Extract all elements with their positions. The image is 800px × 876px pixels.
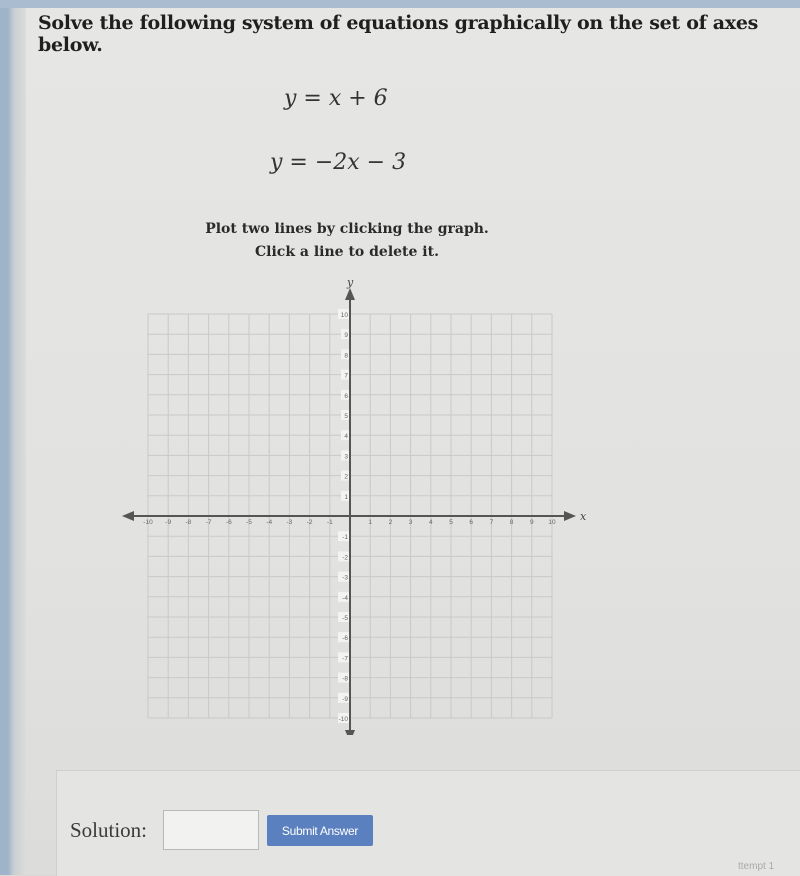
x-tick-label: -7 [205, 519, 212, 526]
y-tick-label: 4 [344, 433, 348, 441]
y-tick-label: -8 [342, 675, 348, 683]
solution-label: Solution: [70, 818, 148, 842]
y-tick-label: 2 [344, 473, 348, 481]
x-tick-label: -6 [225, 519, 232, 526]
y-tick-label: -9 [342, 695, 348, 703]
x-tick-label: 1 [368, 519, 373, 526]
x-tick-label: -4 [266, 519, 273, 526]
x-tick-label: -9 [165, 519, 172, 526]
x-tick-label: 4 [428, 519, 433, 526]
y-tick-label: 7 [344, 372, 348, 380]
y-tick-label: 3 [344, 453, 348, 461]
x-tick-label: -10 [143, 519, 153, 526]
x-tick-label: -8 [185, 519, 192, 526]
x-tick-label: 6 [469, 519, 474, 526]
y-axis-label: y [347, 276, 354, 289]
x-tick-label: -1 [326, 519, 333, 526]
y-tick-label: -10 [338, 716, 348, 723]
x-tick-label: 2 [388, 519, 393, 526]
x-tick-label: 7 [489, 519, 494, 526]
y-tick-label: -4 [342, 594, 348, 602]
solution-input[interactable] [163, 810, 259, 850]
window-top-edge [0, 0, 800, 8]
x-axis-arrow-right-icon [564, 511, 576, 521]
equation-2: y = −2x − 3 [270, 150, 407, 175]
graph-instruction-plot: Plot two lines by clicking the graph. [205, 221, 489, 237]
submit-answer-button[interactable]: Submit Answer [267, 815, 373, 846]
x-tick-label: 8 [509, 519, 514, 526]
y-tick-label: 9 [344, 332, 348, 340]
attempt-counter: ttempt 1 [738, 861, 775, 872]
y-tick-label: 10 [340, 312, 348, 319]
y-tick-label: -1 [342, 534, 348, 542]
x-tick-label: 3 [408, 519, 413, 526]
x-tick-label: -2 [306, 519, 313, 526]
y-tick-label: 6 [344, 392, 348, 400]
x-tick-label: 5 [449, 519, 453, 526]
y-tick-label: 5 [344, 413, 348, 420]
x-axis-arrow-left-icon [122, 511, 134, 521]
y-tick-label: -2 [342, 554, 348, 562]
y-tick-label: -6 [342, 635, 348, 643]
x-tick-label: 9 [529, 519, 534, 526]
graph-instruction-delete: Click a line to delete it. [255, 244, 439, 260]
x-tick-label: -3 [286, 519, 293, 526]
y-tick-label: 8 [344, 352, 348, 360]
x-tick-label: 10 [548, 519, 556, 526]
y-tick-label: -5 [342, 615, 348, 622]
question-prompt: Solve the following system of equations graphically on the set of axes below. [38, 12, 759, 56]
y-tick-label: -3 [342, 574, 348, 582]
y-tick-label: -7 [342, 655, 348, 663]
window-left-edge [0, 0, 26, 875]
y-axis-arrow-up-icon [345, 288, 355, 300]
coordinate-plane-graph[interactable] [120, 275, 600, 735]
y-tick-label: 1 [344, 493, 348, 501]
equation-1: y = x + 6 [284, 86, 388, 111]
x-tick-label: -5 [246, 519, 252, 526]
y-axis-arrow-down-icon [345, 730, 355, 735]
x-axis-label: x [580, 510, 587, 523]
